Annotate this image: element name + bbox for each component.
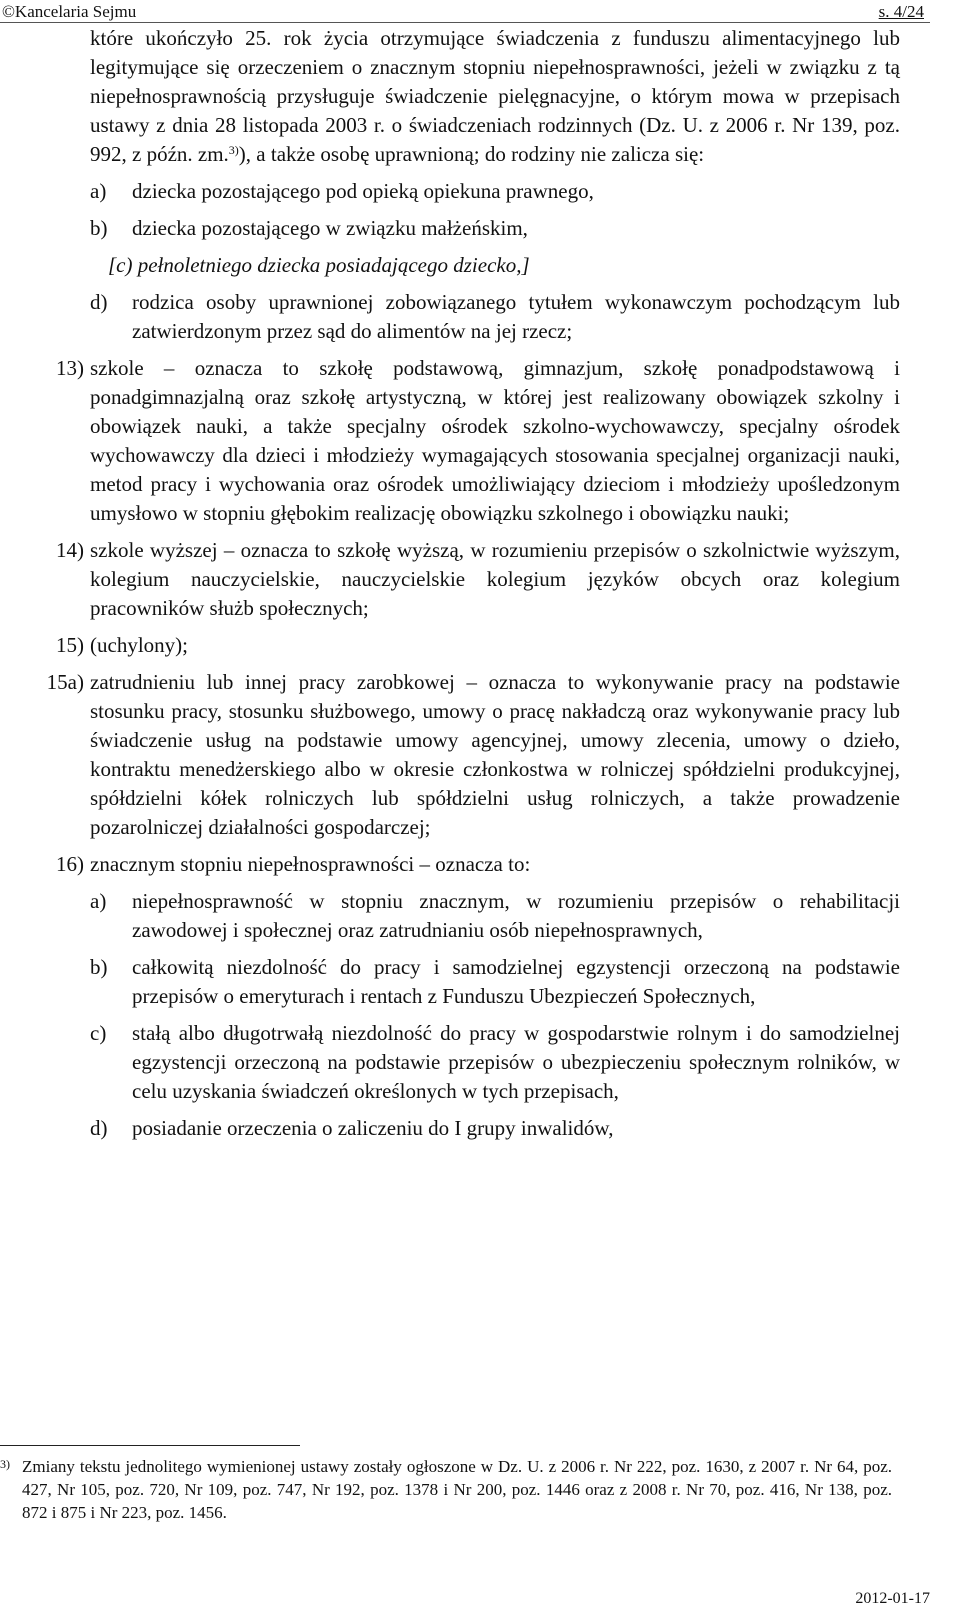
- footer-date: 2012-01-17: [855, 1590, 930, 1607]
- list-item: a) niepełnosprawność w stopniu znacznym, w rozumieniu przepisów o rehabilitacji zawodowej i społecznej oraz zatrudnianiu osób niepełnosprawnych,: [90, 889, 900, 942]
- header-source: ©Kancelaria Sejmu: [2, 2, 137, 21]
- document-body: [0, 24, 900, 1151]
- list-item: d) rodzica osoby uprawnionej zobowiązanego tytułem wykonawczym pochodzącym lub zatwierdzonym przez sąd do alimentów na jej rzecz;: [90, 290, 900, 343]
- footnote-divider: [0, 1445, 300, 1446]
- footnote-mark: 3): [0, 1457, 10, 1471]
- footnote-text: Zmiany tekstu jednolitego wymienionej ustawy zostały ogłoszone w Dz. U. z 2006 r. Nr 222, poz. 1630, z 2007 r. Nr 64, poz. 427, Nr 105, poz. 720, Nr 109, poz. 747, Nr 192, poz. 1378 i Nr 200, poz. 1446 oraz z 2008 r. Nr 70, poz. 416, Nr 138, poz. 872 i 875 i Nr 223, poz. 1456.: [22, 1457, 892, 1522]
- list-item: d) posiadanie orzeczenia o zaliczeniu do I grupy inwalidów,: [90, 1116, 614, 1140]
- list-item: b) całkowitą niezdolność do pracy i samodzielnej egzystencji orzeczoną na podstawie przepisów o emeryturach i rentach z Funduszu Ubezpieczeń Społecznych,: [90, 955, 900, 1008]
- definition-item: 15a) zatrudnieniu lub innej pracy zarobkowej – oznacza to wykonywanie pracy na podstawie stosunku pracy, stosunku służbowego, umowy o pracę nakładczą oraz wykonywanie pracy lub świadczenie usług na podstawie umowy agencyjnej, umowy zlecenia, umowy o dzieło, kontraktu menedżerskiego albo w okresie członkostwa w rolniczej spółdzielni produkcyjnej, spółdzielni kółek rolniczych lub spółdzielni usług rolniczych, a także prowadzenie pozarolniczej działalności gospodarczej;: [46, 670, 900, 839]
- footnote-ref: 3): [228, 143, 239, 157]
- definition-item: 13) szkole – oznacza to szkołę podstawową, gimnazjum, szkołę ponadpodstawową i ponadgimnazjalną oraz szkołę artystyczną, w której jest realizowany obowiązek szkolny i obowiązek nauki, a także specjalny ośrodek szkolno-wychowawczy, specjalny ośrodek wychowawczy dla dzieci i młodzieży wymagających stosowania specjalnej organizacji nauki, metod pracy i wychowania oraz ośrodek umożliwiający dzieciom i młodzieży upośledzonym umysłowo w stopniu głębokim realizację obowiązku szkolnego i obowiązku nauki;: [56, 356, 900, 525]
- page-number: s. 4/24: [878, 2, 924, 21]
- definition-item: 16) znacznym stopniu niepełnosprawności – oznacza to:: [56, 852, 531, 876]
- footnote: [0, 1455, 892, 1524]
- list-item-repealed: [c) pełnoletniego dziecka posiadającego dziecko,]: [108, 253, 530, 277]
- header-divider: [0, 22, 930, 23]
- intro-paragraph: które ukończyło 25. rok życia otrzymujące świadczenia z funduszu alimentacyjnego lub legitymujące się orzeczeniem o znacznym stopniu niepełnosprawności, jeżeli w związku z tą niepełnosprawnością przysługuje świadczenie pielęgnacyjne, o którym mowa w przepisach ustawy z dnia 28 listopada 2003 r. o świadczeniach rodzinnych (Dz. U. z 2006 r. Nr 139, poz. 992, z późn. zm.$^{3)}$), a także osobę uprawnioną; do rodziny nie zalicza się:: [90, 26, 900, 166]
- list-item: a) dziecka pozostającego pod opieką opiekuna prawnego,: [90, 179, 594, 203]
- list-item: c) stałą albo długotrwałą niezdolność do pracy w gospodarstwie rolnym i do samodzielnej egzystencji orzeczoną na podstawie przepisów o ubezpieczeniu społecznym rolników, w celu uzyskania świadczeń określonych w tych przepisach,: [90, 1021, 900, 1103]
- list-item: b) dziecka pozostającego w związku małżeńskim,: [90, 216, 528, 240]
- definition-item: 15) (uchylony);: [56, 633, 188, 657]
- definition-item: 14) szkole wyższej – oznacza to szkołę wyższą, w rozumieniu przepisów o szkolnictwie wyższym, kolegium nauczycielskie, nauczycielskie kolegium języków obcych oraz kolegium pracowników służb społecznych;: [56, 538, 900, 620]
